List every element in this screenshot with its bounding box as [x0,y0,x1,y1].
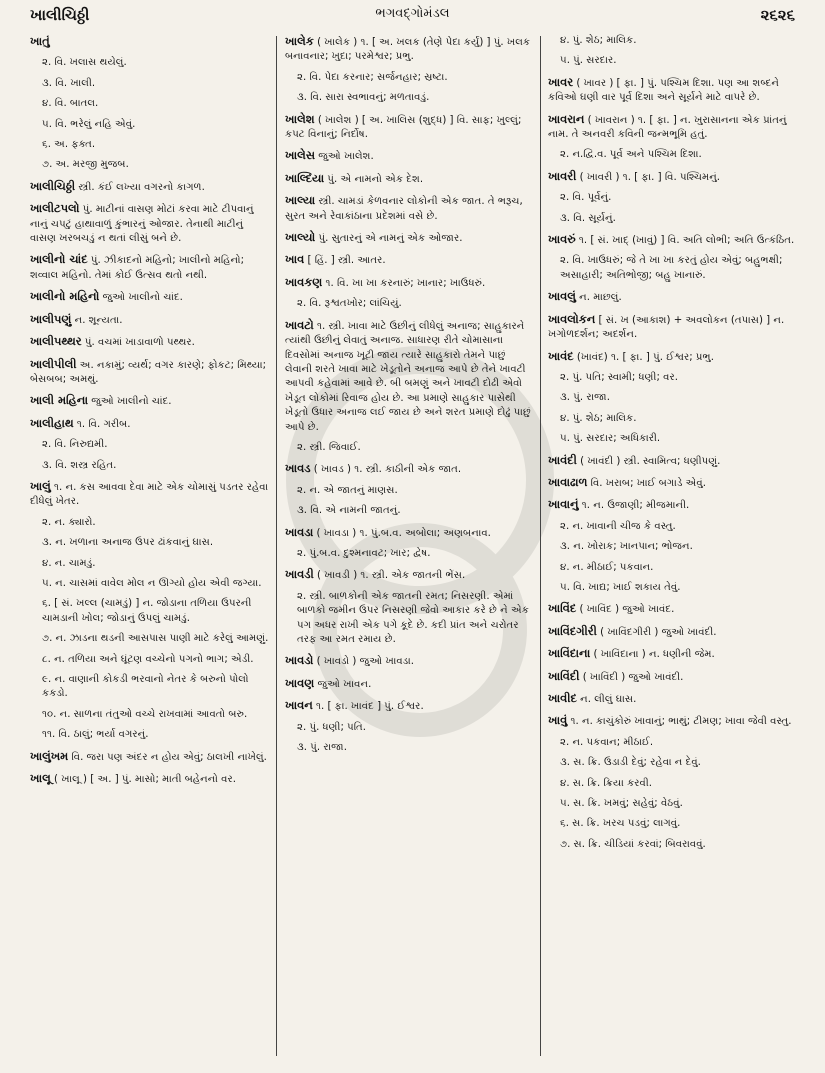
definition-text: પું. સુતારનું એ નામનું એક ઓજાર. [318,233,463,245]
dictionary-entry [285,653,533,669]
definition-text: ૧. સ્ત્રી. ખાવા માટે ઉછીનું લીધેલું અનાજ; સાહુકારને ત્યાંથી ઉછીનું લેવાતું અનાજ. સાધારણ રીતે ચોમાસાના દિવસોમાં અનાજ ખૂટી જાય ત્યારે સાહુકારો તેમને પાછું લેવાની શરતે ખાવા માટે ખેડૂતોને અનાજ આપે છે તેને ખાવટી આપવી કહેવામાં આવે છે. બી બમણું અને ખાવટી દોઢી એવો ખેડૂત લોકોમાં રિવાજ હોય છે. આ પ્રમાણે સાહુકાર પાસેથી ખેડૂતો ઉધાર અનાજ લઈ જાય છે અને શરત પ્રમાણે દોઢું પાછું આપે છે. [285,320,531,433]
entry-sense [285,741,533,755]
definition-text: ૭. અ. મરજી મુજબ. [42,159,129,171]
definition-text: જુઓ ખાવન. [317,678,372,690]
definition-text: ( ખાવંદી ) સ્ત્રી. સ્વામિત્વ; ધણીપણું. [580,455,721,467]
definition-text: ૯. ન. વાણાની કોકડી ભરવાનો નેતર કે બરુનો પોલો કકડો. [42,674,249,700]
entry-sense [285,547,533,561]
entry-sense [30,577,270,591]
definition-text: વિ. ખરાબ; ખાઈ બગાડે એવું. [590,477,707,489]
definition-text: ૨. ન. ખાવાની ચીજ કે વસ્તુ. [560,520,676,532]
headword: ખાવલોકન [548,311,596,326]
definition-text: જુઓ ખાલેશ. [318,151,374,163]
definition-text: ૫. સ. ક્રિ. ખમવું; સહેવું; વેઠવું. [560,798,683,810]
page-number: ૨૬૨૬ [760,6,795,24]
definition-text: ( ખાવરાન ) ૧. [ ફા. ] ન. ખુરાસાનના એક પ્રાંતનું નામ. તે અનવરી કવિની જન્મભૂમિ હતું. [548,114,787,141]
entry-sense [548,777,810,791]
definition-text: ૩. વિ. એ નામની જાતનું. [297,505,401,517]
headword: ખાલેશ [285,111,315,126]
dictionary-entry [30,749,270,765]
headword: ખાલૂ [30,771,51,786]
dictionary-entry [285,275,533,291]
dictionary-entry [548,669,810,685]
definition-text: ( ખાવિંદગીરી ) જુઓ ખાવંદી. [600,626,717,638]
definition-text: ( ખાવરી ) ૧. [ ફા. ] વિ. પશ્ચિમનું. [579,171,721,183]
entry-sense [548,391,810,405]
dictionary-entry [285,318,533,435]
headword: ખાવકણ [285,274,323,289]
headword: ખાલીપથ્થર [30,334,82,349]
entry-sense [548,54,810,68]
headword: ખાતું [30,34,50,48]
definition-text: ૮. ન. તળિયા અને ઘૂંટણ વચ્ચેનો પગનો ભાગ; એડી. [42,653,254,665]
column-left [30,34,270,1059]
dictionary-entry [30,252,270,283]
entry-sense [30,97,270,111]
dictionary-entry [548,112,810,143]
column-divider [540,36,541,1056]
entry-sense [548,191,810,205]
headword: ખાલ્દિયા [285,170,325,185]
headword: ખાવ [285,252,305,267]
entry-sense [285,441,533,455]
definition-text: ૭. ન. ઝાડના થડની આસપાસ પાણી માટે કરેલું આમણું. [42,633,269,645]
definition-text: ૫. પું. સરદાર. [560,55,617,67]
dictionary-entry [30,201,270,246]
definition-text: ૧. ન. કાચુંકોરું ખાવાનું; ભાથું; ટીમણ; ખાવા જેવી વસ્તુ. [570,716,792,728]
definition-text: ૨. ન. પકવાન; મીઠાઈ. [560,736,654,748]
entry-sense [30,459,270,473]
entry-sense [30,728,270,742]
headword: ખાલ્યા [285,193,316,208]
entry-sense [30,138,270,152]
definition-text: ન. શૂન્યતા. [74,314,123,326]
dictionary-entry [548,646,810,662]
headword: ખાવિંદગીરી [548,623,597,638]
dictionary-entry [548,453,810,469]
definition-text: [ હિં. ] સ્ત્રી. આતર. [307,255,386,267]
dictionary-entry [30,479,270,510]
definition-text: ૨. પું. ધણી; પતિ. [297,721,367,733]
definition-text: ૨. ન. ક્યારો. [42,516,96,528]
entry-sense [548,432,810,446]
definition-text: ૩. સ. ક્રિ. ઉડાડી દેવું; રહેવા ન દેવું. [560,757,701,769]
definition-text: ૧. [ ફા. ખાવંદ ] પું. ઈશ્વર. [316,701,424,713]
headword: ખાવંદી [548,452,577,467]
definition-text: ૩. વિ. સૂર્યનું. [560,212,616,224]
definition-text: વિ. જરા પણ અંદર ન હોય એવું; ઠાલખી નાખેલું. [71,751,267,763]
dictionary-entry [285,230,533,246]
definition-text: ૨. પું. પતિ; સ્વામી; ધણી; વર. [560,371,678,383]
entry-sense [548,520,810,534]
dictionary-entry [285,525,533,541]
headword: ખાવિંદાના [548,646,591,661]
definition-text: અ. નકામું; વ્યર્થ; વગર કારણે; ફોકટ; મિથ્યા; બેસબબ; અમથું. [30,359,267,385]
headword: ખાવાનું [548,497,579,512]
definition-text: ૫. પું. સરદાર; અધિકારી. [560,433,661,445]
definition-text: ૩. ન. ખળાના અનાજ ઉપર ઢાંકવાનું ઘાસ. [42,537,214,549]
entry-sense [285,91,533,105]
definition-text: સ્ત્રી. કંઈ લખ્યા વગરનો કાગળ. [78,181,205,193]
headword: ખાલીનો મહિનો [30,289,100,304]
headword: ખાવિંદી [548,668,580,683]
dictionary-entry [548,349,810,365]
definition-text: પું. વચમાં ખાડાવાળો પથ્થર. [84,337,195,349]
entry-sense [30,708,270,722]
entry-sense [30,158,270,172]
dictionary-entry [30,393,270,409]
definition-text: ૩. વિ. ખાલી. [42,77,96,89]
headword: ખાલું [30,478,51,493]
definition-text: ૨. વિ. ખાઉધરું; જે તે ખા ખા કરતું હોય એવું; બહુભક્ષી; અસાહારી; અતિભોજી; બહુ ખાનારું. [560,255,783,281]
dictionary-entry [285,171,533,187]
definition-text: ( ખાવડી ) ૧. સ્ત્રી. એક જાતની ભેંસ. [317,570,466,582]
dictionary-entry [548,475,810,491]
column-divider [276,36,277,1056]
entry-sense [548,561,810,575]
headword: ખાવર [548,74,574,89]
dictionary-entry [285,193,533,224]
definition-text: પું. એ નામનો એક દેશ. [327,173,424,185]
definition-text: ( ખાવિંદાના ) ન. ધણીની જેમ. [593,649,715,661]
headword: ખાવડ [285,461,311,476]
definition-text: ૧. [ સં. ખાદ્ (ખાવું) ] વિ. અતિ લોભી; અતિ ઉત્કંઠિત. [578,235,795,247]
dictionary-entry [285,461,533,477]
definition-text: ( ખાવડા ) ૧. પું.બ.વ. અબોલા; અણબનાવ. [316,527,491,539]
definition-text: ૧. વિ. ખા ખા કરનારું; ખાનાર; ખાઉધરું. [325,277,486,289]
headword: ખાવરું [548,232,576,247]
entry-sense [285,484,533,498]
entry-sense [30,118,270,132]
entry-sense [548,212,810,226]
definition-text: ( ખાલૂ ) [ અ. ] પું. માસો; માતી બહેનનો વર. [54,774,236,786]
dictionary-entry [30,179,270,195]
definition-text: ન. માછલું. [579,292,622,304]
column-middle [285,34,533,1059]
entry-sense [30,673,270,702]
definition-text: ૬. સ. ક્રિ. ખરચ પડવું; લાગવું. [560,818,681,830]
headword: ખાવડા [285,524,314,539]
definition-text: ૬. અ. ફક્ત. [42,139,96,151]
dictionary-entry [285,112,533,143]
headword: ખાવડો [285,653,314,668]
definition-text: જુઓ ખાલીનો ચાંદ. [91,396,172,408]
headword: ખાવન [285,698,313,713]
headword: ખાલીટપલો [30,201,80,216]
definition-text: ૨. વિ. નિરુદ્યમી. [42,439,108,451]
entry-sense [548,254,810,283]
dictionary-entry [548,601,810,617]
entry-sense [30,632,270,646]
definition-text: ૪. વિ. બાતલ. [42,98,99,110]
definition-text: ( ખાવડ ) ૧. સ્ત્રી. કાઠીની એક જાત. [313,464,462,476]
headword: ખાવટો [285,317,314,332]
definition-text: ૪. ન. ચામડું. [42,557,96,569]
headword: ખાલીચિઠ્ઠી [30,178,76,193]
entry-sense [30,536,270,550]
dictionary-entry [548,289,810,305]
entry-sense [285,590,533,648]
dictionary-entry [548,624,810,640]
entry-sense [285,721,533,735]
headword: ખાવિંદ [548,601,577,616]
definition-text: ( ખાવડો ) જુઓ ખાવડા. [316,656,415,668]
definition-text: ( ખાવર ) [ ફા. ] પું. પશ્ચિમ દિશા. પણ આ શબ્દને કવિઓ ઘણી વાર પૂર્વ દિશા અને સૂર્યને માટે વાપરે છે. [548,77,779,104]
dictionary-entry [548,713,810,729]
entry-sense [285,71,533,85]
headword: ખાલુંખમ [30,748,69,763]
dictionary-entry [30,416,270,432]
definition-text: ( ખાવિંદ ) જુઓ ખાવંદ. [579,604,675,616]
dictionary-entry [30,34,270,50]
entry-sense [30,77,270,91]
definition-text: પું. માટીનાં વાસણ મોટાં કરવા માટે ટીપવાનું નાનું ચપટું હાથાવાળું કુંભારનું ઓજાર. તેનાથી માટીનું વાસણ ખરબચડું ન થતાં લીસું બને છે. [30,204,254,245]
definition-text: જુઓ ખાલીનો ચાંદ. [102,292,183,304]
dictionary-entry [285,252,533,268]
definition-text: ૧૧. વિ. ઠાલું; ભર્યા વગરનું. [42,729,149,741]
headword: ખાવલું [548,289,576,304]
dictionary-entry [548,497,810,513]
definition-text: ૨. વિ. પૂર્વનું. [560,192,612,204]
definition-text: ૩. ન. ખોરાક; ખાનપાન; ભોજન. [560,541,693,553]
entry-sense [548,34,810,48]
definition-text: ૩. પું. રાજા. [560,392,610,404]
dictionary-entry [285,567,533,583]
definition-text: ( ખાલેક ) ૧. [ અ. ખલક (તેણે પેદા કર્યું) ] પું. ખલક બનાવનાર; ખુદા; પરમેશ્વર; પ્રભુ. [285,37,531,63]
dictionary-entry [30,357,270,388]
headword: ખાવરી [548,168,577,183]
entry-sense [548,371,810,385]
entry-sense [548,540,810,554]
entry-sense [30,653,270,667]
headword: ખાલી મહિના [30,393,88,408]
definition-text: ૧. ન. ઉજાણી; મીજમાની. [581,500,690,512]
column-right [548,34,810,1059]
dictionary-entry [285,676,533,692]
headword: ખાલેસ [285,148,315,163]
definition-text: ૧. વિ. ગરીબ. [76,418,131,430]
dictionary-entry [285,148,533,164]
definition-text: ૫. વિ. ભરેલું નહિ એવું. [42,118,136,130]
headword: ખાલ્યો [285,230,316,245]
definition-text: ૨. વિ. ખલાસ થયેલું. [42,57,127,69]
dictionary-entry [548,312,810,343]
dictionary-entry [548,232,810,248]
entry-sense [30,597,270,626]
entry-sense [548,797,810,811]
headword: ખાલેક [285,34,314,48]
dictionary-entry [30,334,270,350]
definition-text: ૨. ન. એ જાતનું માણસ. [297,484,398,496]
dictionary-entry [285,698,533,714]
definition-text: ૨. ન.દ્વિ.વ. પૂર્વ અને પશ્ચિમ દિશા. [560,149,702,161]
definition-text: ૨. સ્ત્રી. બાળકોની એક જાતની રમત; નિસરણી. એમાં બાળકો જમીન ઉપર નિસરણી જેવો આકાર કરે છે ને એક પગ અધર રાખી એક પગે કૂદે છે. કદી પ્રાંત અને ચરોતર તરફ આ રમત રમાય છે. [297,590,529,645]
entry-sense [30,557,270,571]
definition-text: ૪. સ. ક્રિ. ક્રિયા કરવી. [560,777,653,789]
headword: ખાવું [548,713,568,728]
definition-text: સ્ત્રી. ચામડાં કેળવનાર લોકોની એક જાત. તે ભરૂચ, સુરત અને રેવાકાંઠાના પ્રદેશમાં વસે છે. [285,196,523,222]
headword: ખાવીદ [548,691,577,705]
definition-text: ૩. પું. રાજા. [297,742,347,754]
dictionary-entry [30,771,270,787]
dictionary-entry [30,312,270,328]
definition-text: ૨. સ્ત્રી. જિવાઈ. [297,441,361,453]
entry-sense [30,438,270,452]
definition-text: ૪. ન. મીઠાઈ; પકવાન. [560,561,654,573]
entry-sense [548,756,810,770]
entry-sense [548,148,810,162]
dictionary-entry [30,289,270,305]
dictionary-entry [285,34,533,65]
entry-sense [548,736,810,750]
definition-text: ૨. પું.બ.વ. દુશ્મનાવટ; ખાર; દ્વેષ. [297,547,431,559]
entry-sense [30,516,270,530]
definition-text: (ખાવંદ) ૧. [ ફા. ] પું. ઈશ્વર; પ્રભુ. [576,351,714,363]
headword: ખાવણ [285,675,315,690]
definition-text: ૨. વિ. રૂશ્વતખોર; લાંચિયું. [297,298,402,310]
definition-text: ૩. વિ. સારા સ્વભાવનું; મળતાવડું. [297,92,430,104]
dictionary-title: ભગવદ્ગોમંડલ [375,6,450,21]
guide-word: ખાલીચિઠ્ઠી [30,6,90,24]
headword: ખાલીપણું [30,311,72,326]
definition-text: ૧૦. ન. સાળના તંતુઓ વચ્ચે રાખવામાં આવતો બરુ. [42,708,248,720]
headword: ખાવાઢાળ [548,474,588,489]
definition-text: ન. લીલું ઘાસ. [580,694,637,705]
entry-sense [548,817,810,831]
definition-text: ૫. વિ. ખાદ્ય; ખાઈ શકાય તેવું. [560,581,681,593]
headword: ખાવંદ [548,348,574,363]
entry-sense [548,838,810,852]
definition-text: ૪. પું. શેઠ; માલિક. [560,412,637,424]
definition-text: [ સં. ખ (આકાશ) + અવલોકન (તપાસ) ] ન. ખગોળદર્શન; અદર્શન. [548,314,785,341]
entry-sense [30,56,270,70]
definition-text: ૫. ન. ચાસમાં વાવેલ મોલ ન ઊગ્યો હોય એવી જગ્યા. [42,577,262,589]
dictionary-entry [548,691,810,707]
headword: ખાવરાન [548,111,585,126]
definition-text: ૩. વિ. શસ્ત્ર રહિત. [42,459,117,471]
definition-text: ૭. સ. ક્રિ. ચીડિયાં કરવાં; બિવરાવવું. [560,838,706,850]
definition-text: ૧. ન. કસ આવવા દેવા માટે એક ચોમાસું પડતર રહેવા દીધેલું ખેતર. [30,481,269,508]
headword: ખાલીપીલી [30,356,77,371]
definition-text: ૨. વિ. પેદા કરનાર; સર્જનહાર; સ્રષ્ટા. [297,71,448,83]
definition-text: ૬. [ સં. ખલ્લ (ચામડું) ] ન. જોડાના તળિયા ઉપરની ચામડાની ખોલ; જોડાનું ઉપલું ચામડું. [42,598,252,624]
headword: ખાલીહાથ [30,415,74,430]
dictionary-entry [548,169,810,185]
definition-text: ( ખાવિંદી ) જુઓ ખાવંદી. [582,671,684,683]
headword: ખાવડી [285,567,314,582]
entry-sense [285,504,533,518]
definition-text: ( ખાલેશ ) [ અ. ખાલિસ (શુદ્ધ) ] વિ. સાફ; ખુલ્લું; કપટ વિનાનું; નિર્દોષ. [285,114,522,141]
entry-sense [285,297,533,311]
entry-sense [548,581,810,595]
page-header [0,0,825,30]
headword: ખાલીનો ચાંદ [30,252,88,267]
definition-text: ૪. પું. શેઠ; માલિક. [560,35,637,46]
entry-sense [548,412,810,426]
definition-text: પું. ઝીકાદનો મહિનો; ખાલીનો મહિનો; શવ્વાલ મહિનો. તેમાં કોઈ ઉત્સવ થતો નથી. [30,255,245,281]
dictionary-entry [548,75,810,106]
